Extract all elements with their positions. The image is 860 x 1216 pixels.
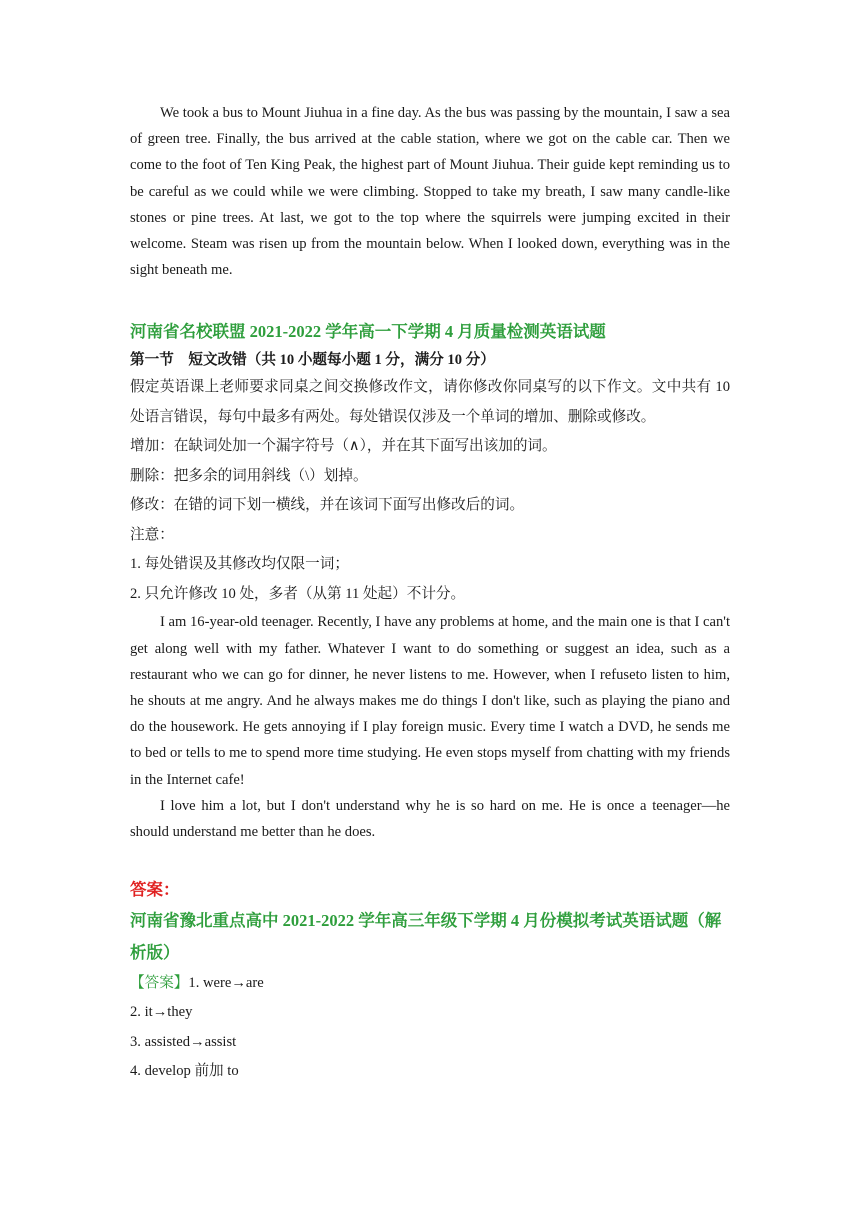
answer-label: 答案： — [130, 880, 180, 900]
answer-item-1 — [130, 969, 730, 998]
answer-text: 1. were→are — [188, 975, 264, 992]
instruction-intro: 假定英语课上老师要求同桌之间交换修改作文，请你修改你同桌写的以下作文。文中共有 10 处语言错误，每句中最多有两处。每处错误仅涉及一个单词的增加、删除或修改。 — [130, 379, 730, 425]
passage-2-paragraph-1: I am 16-year-old teenager. Recently, I have any problems at home, and the main one is that I can't get along well with my father. Whatever I want to do something or suggest an idea, such as a restaurant who we can go for dinner, he never listens to me. However, when I refuseto listen to him, he shouts at me angry. And he always makes me do things I don't like, such as playing the piano and do the housework. He gets annoying if I play foreign music. Every time I watch a DVD, he sends me to bed or tells to me to spend more time studying. He even stops myself from chatting with my friends in the Internet cafe! — [130, 614, 730, 788]
instruction-add: 增加：在缺词处加一个漏字符号（∧），并在其下面写出该加的词。 — [130, 438, 557, 455]
answer-item-4: 4. develop 前加 to — [130, 1062, 239, 1079]
passage-2-paragraph-2: I love him a lot, but I don't understand why he is so hard on me. He is once a teenager—he should understand me better than he does. — [130, 797, 730, 841]
exam-heading-2: 河南省豫北重点高中 2021-2022 学年高三年级下学期 4 月份模拟考试英语试题（解析版） — [130, 911, 722, 963]
passage-1: We took a bus to Mount Jiuhua in a fine day. As the bus was passing by the mountain, I saw a sea of green tree. Finally, the bus arrived at the cable station, where we got on the cable car. Then we come to the foot of Ten King Peak, the highest part of Mount Jiuhua. Their guide kept reminding us to be careful as we could while we were climbing. Stopped to take my breath, I saw many candle-like stones or pine trees. At last, we got to the top where the squirrels were jumping excited in their welcome. Steam was risen up from the mountain below. When I looked down, everything was in the sight beneath me. — [130, 105, 730, 279]
instruction-note-2: 2. 只允许修改 10 处，多者（从第 11 处起）不计分。 — [130, 585, 466, 602]
answer-item-2: 2. it→they — [130, 1004, 193, 1021]
section-title: 第一节 短文改错（共 10 小题每小题 1 分，满分 10 分） — [130, 352, 495, 369]
instruction-delete: 删除：把多余的词用斜线（\）划掉。 — [130, 467, 368, 484]
answer-tag: 【答案】 — [130, 975, 189, 992]
instruction-note-1: 1. 每处错误及其修改均仅限一词； — [130, 556, 349, 573]
document-page — [130, 100, 730, 1086]
exam-heading-1: 河南省名校联盟 2021-2022 学年高一下学期 4 月质量检测英语试题 — [130, 322, 606, 342]
instruction-note: 注意： — [130, 526, 174, 543]
instruction-modify: 修改：在错的词下划一横线，并在该词下面写出修改后的词。 — [130, 497, 525, 514]
answer-item-3: 3. assisted→assist — [130, 1033, 237, 1050]
